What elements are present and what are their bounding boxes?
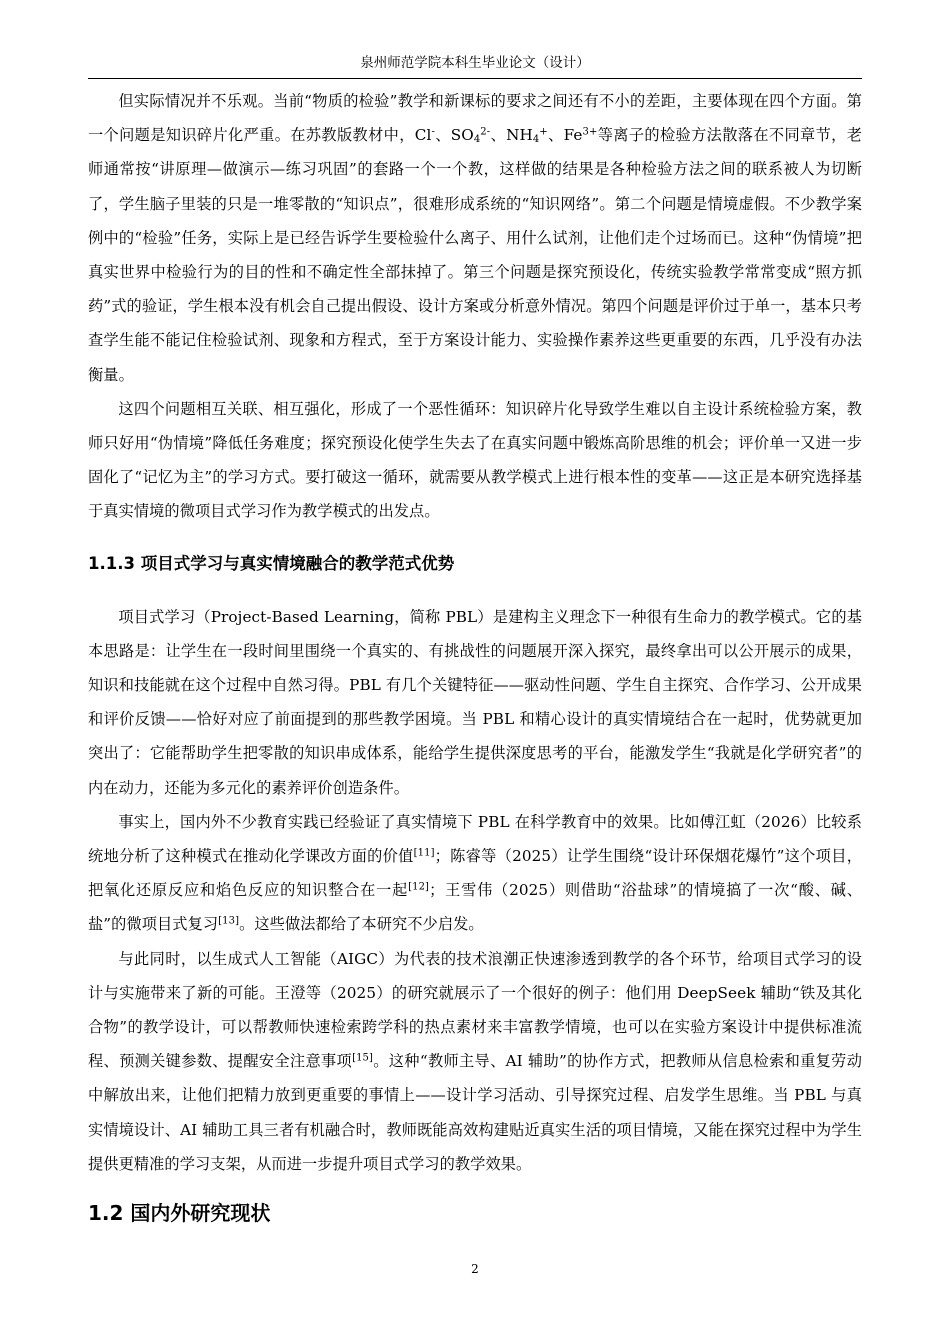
text-run: 、Fe	[547, 126, 583, 145]
citation-12: [12]	[408, 881, 430, 893]
text-run: 、NH	[490, 126, 533, 145]
ammonium-subscript: 4	[532, 134, 540, 146]
header-title: 泉州师范学院本科生毕业论文（设计）	[360, 55, 590, 71]
text-run: ；王雪伟（2025）则借助“浴盐球”的情境搞了一次“酸、碱、盐”的微项目式复习	[88, 881, 862, 934]
text-run: 事实上，国内外不少教育实践已经验证了真实情境下 PBL 在科学教育中的效果。比如傅江虹（2026）比较系统地分析了这种模式在推动化学课改方面的价值	[88, 812, 862, 866]
paragraph-problems	[88, 84, 862, 392]
page-body	[88, 84, 862, 1231]
section-heading-1-2: 1.2 国内外研究现状	[88, 1201, 271, 1226]
text-run: 、SO	[434, 126, 474, 145]
page-number: 2	[471, 1262, 479, 1276]
sulfate-subscript: 4	[473, 134, 481, 146]
chloride-charge: -	[431, 126, 435, 138]
citation-15: [15]	[352, 1052, 373, 1064]
sulfate-charge: 2-	[480, 126, 491, 138]
text-run: 与此同时，以生成式人工智能（AIGC）为代表的技术浪潮正快速渗透到教学的各个环节，给项目式学习的设计与实施带来了新的可能。王澄等（2025）的研究就展示了一个很好的例子：他们用 DeepSeek 辅助“铁及其化合物”的教学设计，可以帮教师快速检索跨学科的热点素材来丰富教学情境，也可以在实验方案设计中提供标准流程、预测关键参数、提醒安全注意事项	[88, 949, 862, 1071]
iron-charge: 3+	[582, 126, 598, 138]
paragraph-pbl-practice	[88, 805, 862, 942]
citation-11: [11]	[413, 847, 435, 859]
text-run: 但实际情况并不乐观。当前“物质的检验”教学和新课标的要求之间还有不小的差距，主要体现在四个方面。第一个问题是知识碎片化严重。在苏教版教材中，Cl	[88, 92, 862, 145]
paragraph-vicious-cycle: 这四个问题相互关联、相互强化，形成了一个恶性循环：知识碎片化导致学生难以自主设计系统检验方案，教师只好用“伪情境”降低任务难度；探究预设化使学生失去了在真实问题中锻炼高阶思维的机会；评价单一又进一步固化了“记忆为主”的学习方式。要打破这一循环，就需要从教学模式上进行根本性的变革——这正是本研究选择基于真实情境的微项目式学习作为教学模式的出发点。	[88, 399, 862, 521]
text-run: 。这种“教师主导、AI 辅助”的协作方式，把教师从信息检索和重复劳动中解放出来，让他们把精力放到更重要的事情上——设计学习活动、引导探究过程、启发学生思维。当 PBL 与真实情境设计、AI 辅助工具三者有机融合时，教师既能高效构建贴近真实生活的项目情境，又能在探究过程中为学生提供更精准的学习支架，从而进一步提升项目式学习的教学效果。	[88, 1052, 862, 1173]
paragraph-pbl-definition: 项目式学习（Project-Based Learning，简称 PBL）是建构主义理念下一种很有生命力的教学模式。它的基本思路是：让学生在一段时间里围绕一个真实的、有挑战性的问题展开深入探究，最终拿出可以公开展示的成果，知识和技能就在这个过程中自然习得。PBL 有几个关键特征——驱动性问题、学生自主探究、合作学习、公开成果和评价反馈——恰好对应了前面提到的那些教学困境。当 PBL 和精心设计的真实情境结合在一起时，优势就更加突出了：它能帮助学生把零散的知识串成体系，能给学生提供深度思考的平台，能激发学生“我就是化学研究者”的内在动力，还能为多元化的素养评价创造条件。	[88, 607, 862, 797]
text-run: 等离子的检验方法散落在不同章节，老师通常按“讲原理—做演示—练习巩固”的套路一个一个教，这样做的结果是各种检验方法之间的联系被人为切断了，学生脑子里装的只是一堆零散的“知识点”，很难形成系统的“知识网络”。第二个问题是情境虚假。不少教学案例中的“检验”任务，实际上是已经告诉学生要检验什么离子、用什么试剂，让他们走个过场而已。这种“伪情境”把真实世界中检验行为的目的性和不确定性全部抹掉了。第三个问题是探究预设化，传统实验教学常常变成“照方抓药”式的验证，学生根本没有机会自己提出假设、设计方案或分析意外情况。第四个问题是评价过于单一，基本只考查学生能不能记住检验试剂、现象和方程式，至于方案设计能力、实验操作素养这些更重要的东西，几乎没有办法衡量。	[88, 126, 862, 384]
text-run: ；陈睿等（2025）让学生围绕“设计环保烟花爆竹”这个项目，把氧化还原反应和焰色反应的知识整合在一起	[88, 847, 862, 900]
section-heading-1-1-3: 1.1.3 项目式学习与真实情境融合的教学范式优势	[88, 553, 455, 573]
page-header	[88, 50, 862, 79]
paragraph-aigc	[88, 942, 862, 1181]
citation-13: [13]	[218, 915, 240, 927]
ammonium-charge: +	[539, 126, 548, 138]
text-run: 。这些做法都给了本研究不少启发。	[239, 915, 484, 934]
